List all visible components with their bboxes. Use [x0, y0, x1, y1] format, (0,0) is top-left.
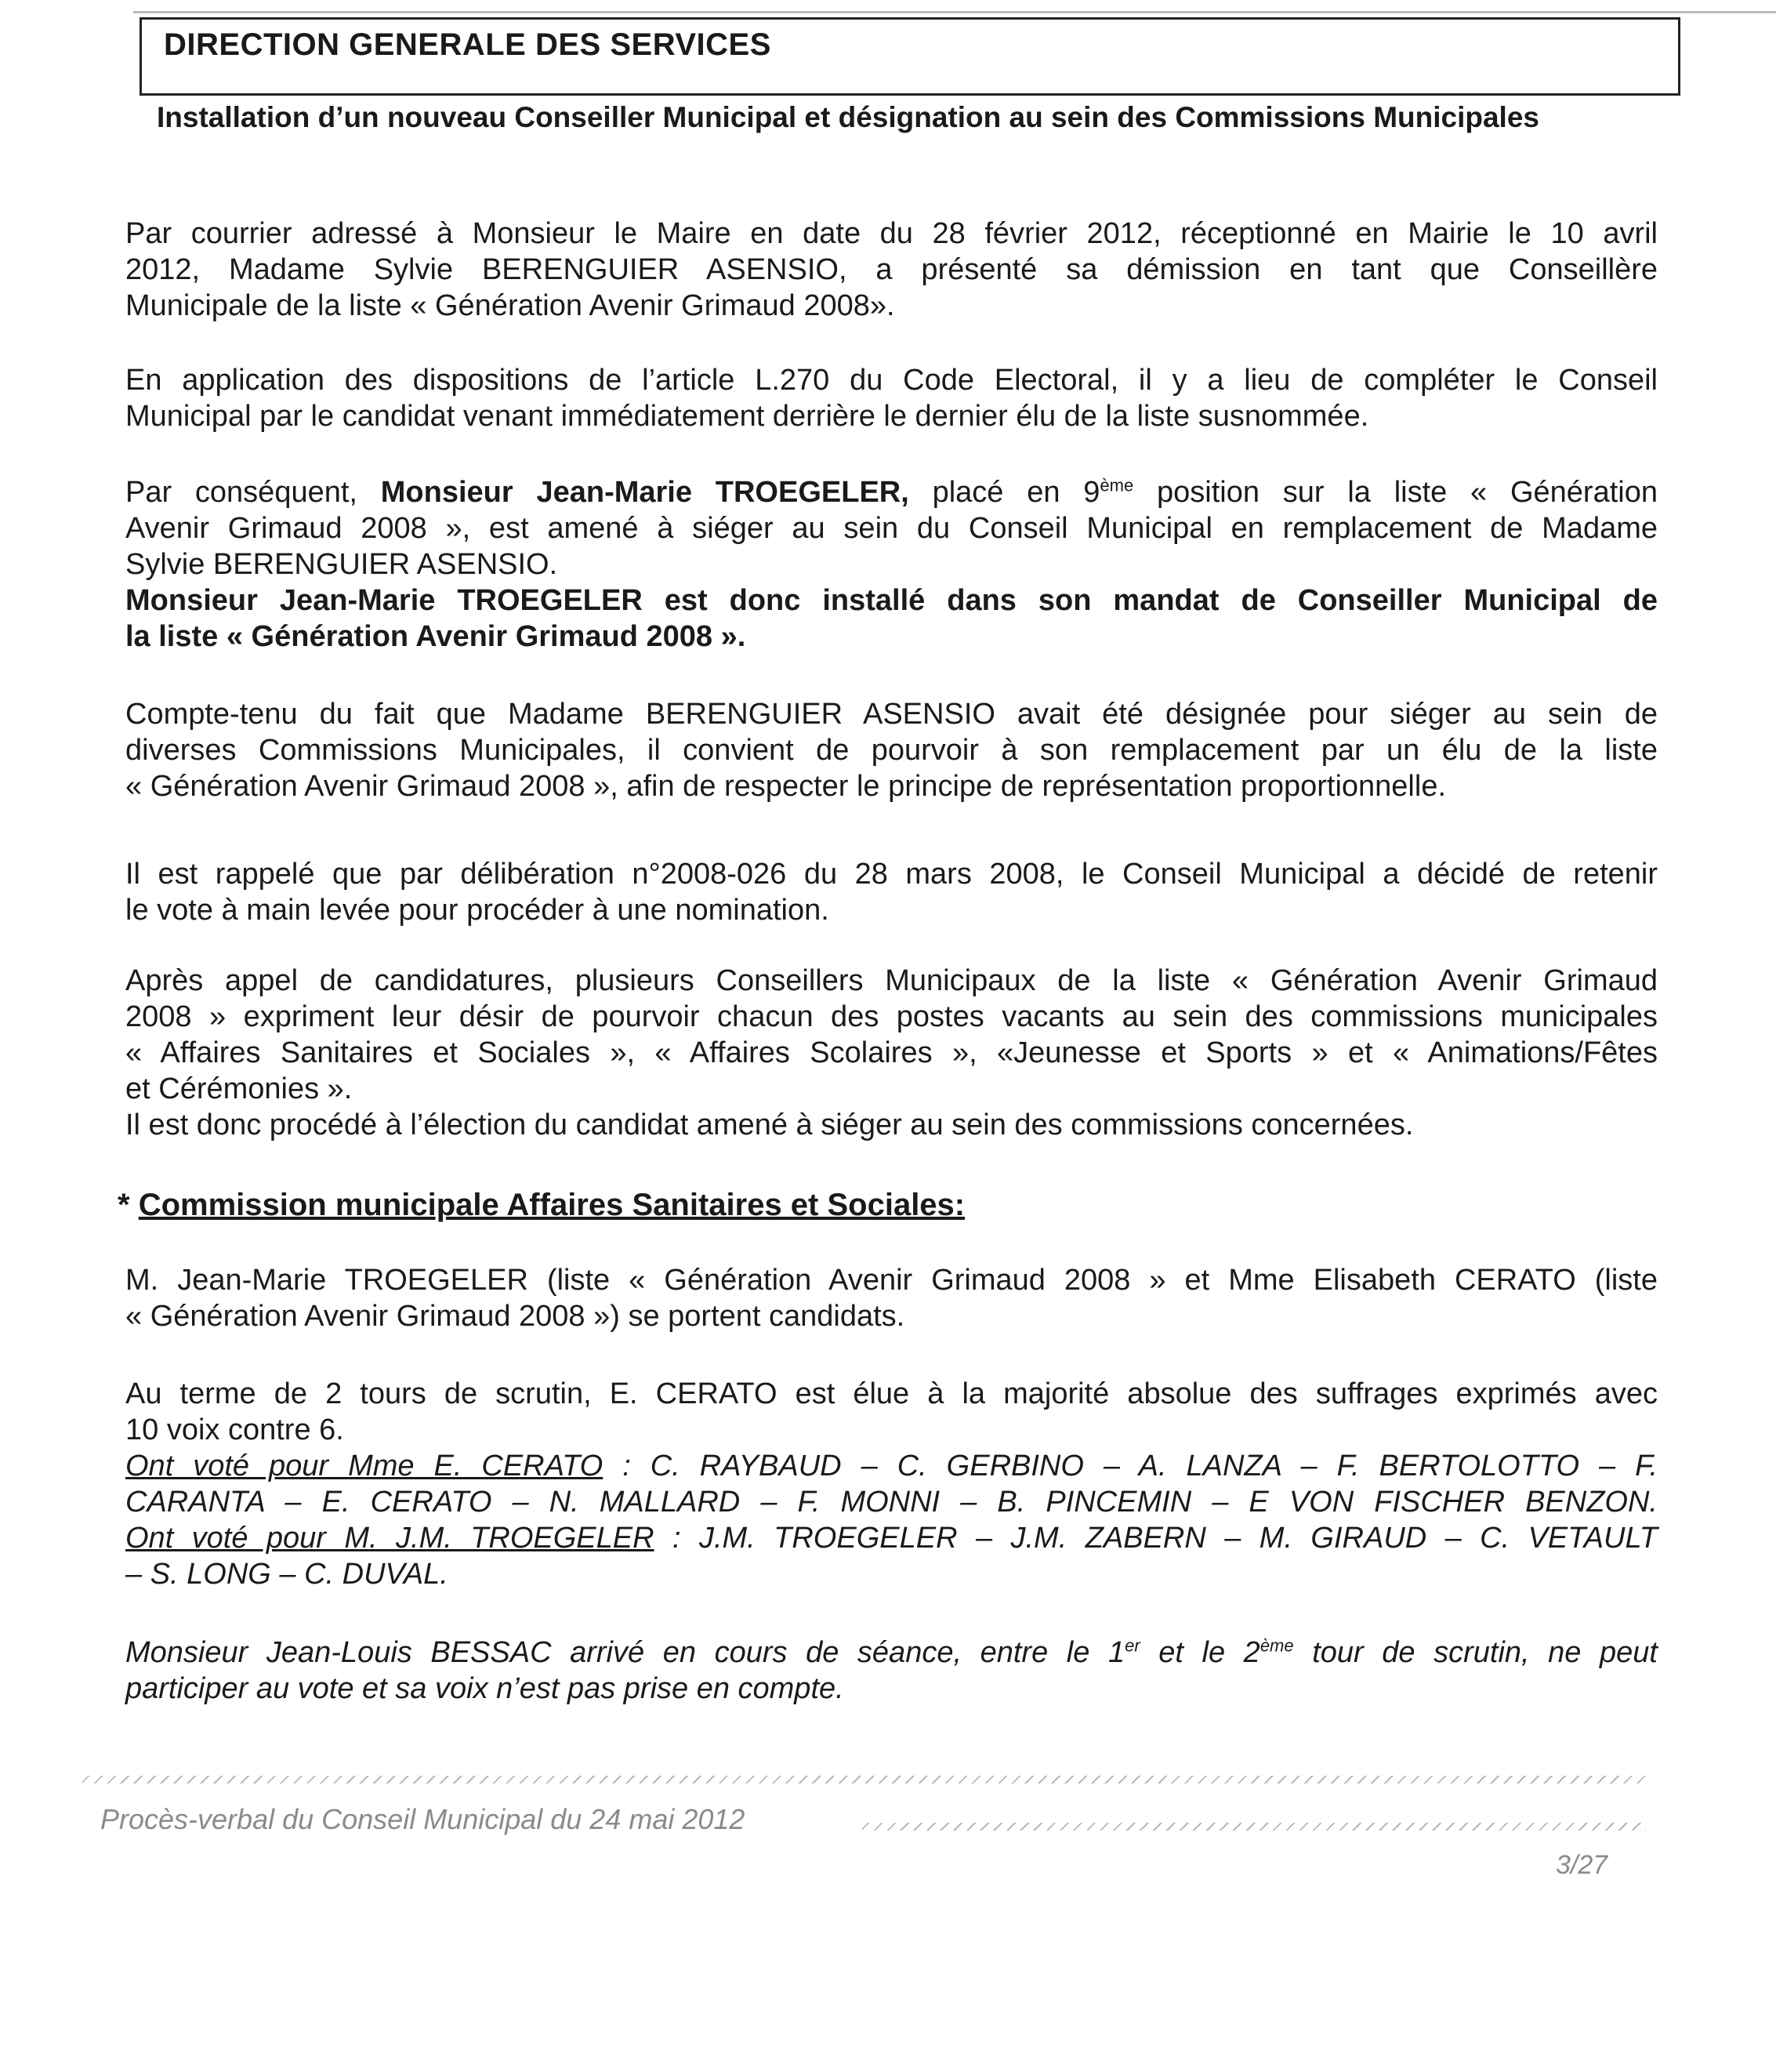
paragraph-late-arrival	[125, 1635, 1658, 1707]
vote-names: : C. RAYBAUD – C. GERBINO – A. LANZA – F. BERTOLOTTO – F.	[603, 1450, 1658, 1482]
text-run: position sur la liste « Génération	[1133, 476, 1658, 509]
footer-text: Procès-verbal du Conseil Municipal du 24 mai 2012	[100, 1803, 745, 1835]
paragraph-replacement	[125, 696, 1658, 804]
text-line: et Cérémonies ».	[125, 1072, 353, 1105]
vote-line: – S. LONG – C. DUVAL.	[125, 1558, 448, 1591]
paragraph-candidates	[125, 1262, 1658, 1334]
text-line: Au terme de 2 tours de scrutin, E. CERATO est élue à la majorité absolue des suffrages exprimés avec	[125, 1377, 1658, 1410]
text-line: diverses Commissions Municipales, il convient de pourvoir à son remplacement par un élu de la liste	[125, 734, 1658, 767]
commission-title: Commission municipale Affaires Sanitaires et Sociales:	[138, 1188, 966, 1222]
section-header-box	[140, 17, 1680, 96]
text-line: Avenir Grimaud 2008 », est amené à siéger au sein du Conseil Municipal en remplacement de Madame	[125, 512, 1658, 545]
text-run: Par conséquent,	[125, 476, 381, 509]
text-line: Compte-tenu du fait que Madame BERENGUIER ASENSIO avait été désignée pour siéger au sein de	[125, 698, 1658, 731]
text-line: En application des dispositions de l’article L.270 du Code Electoral, il y a lieu de compléter le Conseil	[125, 364, 1658, 397]
vote-names: : J.M. TROEGELER – J.M. ZABERN – M. GIRAUD – C. VETAULT	[654, 1522, 1658, 1555]
text-run: tour de scrutin, ne peut	[1293, 1636, 1658, 1669]
top-rule	[133, 11, 1776, 13]
superscript: ème	[1260, 1635, 1294, 1656]
text-line: Après appel de candidatures, plusieurs Conseillers Municipaux de la liste « Génération Avenir Grimaud	[125, 964, 1658, 997]
paragraph-candidatures	[125, 963, 1658, 1143]
text-line: Municipal par le candidat venant immédiatement derrière le dernier élu de la liste susnommée.	[125, 400, 1369, 433]
text-line: Sylvie BERENGUIER ASENSIO.	[125, 548, 558, 581]
bullet-star: *	[118, 1188, 139, 1222]
vote-line	[125, 1520, 1658, 1556]
text-run-bold: Monsieur Jean-Marie TROEGELER,	[380, 476, 909, 509]
text-line: « Génération Avenir Grimaud 2008 ») se portent candidats.	[125, 1300, 905, 1333]
text-line: 10 voix contre 6.	[125, 1413, 344, 1446]
superscript: er	[1125, 1635, 1140, 1656]
paragraph-results	[125, 1376, 1658, 1592]
vote-label: Ont voté pour M. J.M. TROEGELER	[125, 1522, 654, 1555]
page-number: 3/27	[1556, 1850, 1608, 1880]
text-line: M. Jean-Marie TROEGELER (liste « Génération Avenir Grimaud 2008 » et Mme Elisabeth CERATO (liste	[125, 1264, 1658, 1297]
text-run: et le 2	[1140, 1636, 1260, 1669]
text-line: 2012, Madame Sylvie BERENGUIER ASENSIO, a présenté sa démission en tant que Conseillère	[125, 253, 1658, 286]
page-title: Installation d’un nouveau Conseiller Municipal et désignation au sein des Commissions Municipales	[157, 101, 1539, 133]
vote-label: Ont voté pour Mme E. CERATO	[125, 1450, 603, 1482]
footer-wavy-rule	[82, 1776, 1650, 1784]
footer-wavy-rule	[862, 1823, 1646, 1831]
text-line: Il est rappelé que par délibération n°2008-026 du 28 mars 2008, le Conseil Municipal a décidé de retenir	[125, 858, 1658, 891]
vote-line: CARANTA – E. CERATO – N. MALLARD – F. MONNI – B. PINCEMIN – E VON FISCHER BENZON.	[125, 1486, 1658, 1519]
paragraph-vote-method	[125, 856, 1658, 928]
text-line	[125, 474, 1658, 510]
text-line	[125, 1635, 1658, 1671]
text-run: Monsieur Jean-Louis BESSAC arrivé en cours de séance, entre le 1	[125, 1636, 1125, 1669]
text-line: participer au vote et sa voix n’est pas prise en compte.	[125, 1672, 844, 1705]
text-line: « Affaires Sanitaires et Sociales », « Affaires Scolaires », «Jeunesse et Sports » et « Animations/Fêtes	[125, 1036, 1658, 1069]
text-line: Il est donc procédé à l’élection du candidat amené à siéger au sein des commissions concernées.	[125, 1109, 1414, 1141]
paragraph-application	[125, 362, 1658, 434]
paragraph-resignation	[125, 216, 1658, 324]
text-line: « Génération Avenir Grimaud 2008 », afin de respecter le principe de représentation proportionnelle.	[125, 770, 1447, 803]
text-line-bold: Monsieur Jean-Marie TROEGELER est donc installé dans son mandat de Conseiller Municipal de	[125, 584, 1658, 617]
commission-heading	[118, 1188, 965, 1223]
section-header: DIRECTION GENERALE DES SERVICES	[164, 27, 771, 62]
superscript: ème	[1100, 475, 1134, 495]
text-line: le vote à main levée pour procéder à une nomination.	[125, 894, 829, 927]
paragraph-installation	[125, 474, 1658, 655]
vote-line	[125, 1448, 1658, 1484]
text-line: Municipale de la liste « Génération Avenir Grimaud 2008».	[125, 289, 895, 322]
text-run: placé en 9	[908, 476, 1100, 509]
text-line: 2008 » expriment leur désir de pourvoir chacun des postes vacants au sein des commissions municipales	[125, 1000, 1658, 1033]
text-line: Par courrier adressé à Monsieur le Maire en date du 28 février 2012, réceptionné en Mairie le 10 avril	[125, 217, 1658, 250]
text-line-bold: la liste « Génération Avenir Grimaud 2008 ».	[125, 620, 746, 653]
